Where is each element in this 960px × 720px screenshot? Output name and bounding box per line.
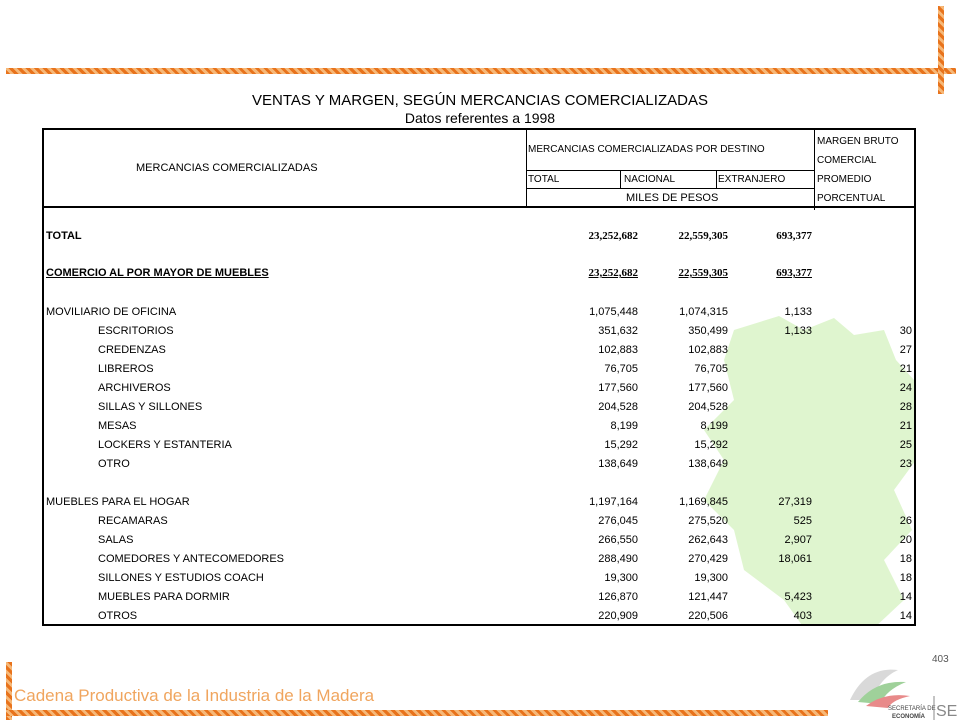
row-margen: 30 [899, 325, 912, 337]
table-row [44, 265, 914, 284]
row-label: ARCHIVEROS [98, 382, 171, 394]
logo-line-2: ECONOMÍA [892, 714, 925, 720]
table-row [44, 551, 914, 570]
logo-line-1: SECRETARÍA DE [888, 706, 936, 712]
row-extranjero: 525 [793, 515, 812, 527]
row-margen: 27 [899, 344, 912, 356]
header-mercancias: MERCANCIAS COMERCIALIZADAS [136, 162, 318, 174]
row-nacional: 19,300 [694, 572, 728, 584]
header-line-1 [526, 170, 814, 171]
row-margen: 28 [899, 401, 912, 413]
page-number: 403 [932, 654, 949, 665]
row-margen: 14 [899, 591, 912, 603]
footer-title: Cadena Productiva de la Industria de la Madera [14, 686, 375, 705]
row-total: 23,252,682 [588, 267, 638, 279]
row-label: MOVILIARIO DE OFICINA [46, 306, 177, 318]
header-margen-2: COMERCIAL [817, 155, 877, 166]
header-extranjero: EXTRANJERO [718, 174, 786, 185]
row-margen: 23 [899, 458, 912, 470]
bottom-decorative-bar [6, 710, 828, 716]
logo-mark: SE [936, 703, 958, 720]
table-row [44, 228, 914, 247]
table-row [44, 380, 914, 399]
table-row [44, 513, 914, 532]
row-total: 266,550 [598, 534, 638, 546]
row-extranjero: 18,061 [778, 553, 812, 565]
row-label: TOTAL [46, 230, 82, 242]
table-row [44, 342, 914, 361]
row-label: MUEBLES PARA DORMIR [98, 591, 230, 603]
row-nacional: 262,643 [688, 534, 728, 546]
row-nacional: 138,649 [688, 458, 728, 470]
row-margen: 20 [899, 534, 912, 546]
row-nacional: 8,199 [700, 420, 728, 432]
row-total: 288,490 [598, 553, 638, 565]
row-total: 15,292 [604, 439, 638, 451]
row-margen: 21 [899, 363, 912, 375]
row-label: MUEBLES PARA EL HOGAR [46, 496, 190, 508]
header-divider-4 [814, 130, 815, 210]
row-nacional: 22,559,305 [678, 267, 728, 279]
row-margen: 14 [899, 610, 912, 622]
row-margen: 18 [899, 553, 912, 565]
row-margen: 26 [899, 515, 912, 527]
page-title: VENTAS Y MARGEN, SEGÚN MERCANCIAS COMERCIALIZADAS [252, 92, 708, 109]
row-margen: 21 [899, 420, 912, 432]
row-extranjero: 1,133 [784, 325, 812, 337]
header-margen-4: PORCENTUAL [817, 193, 886, 204]
row-nacional: 350,499 [688, 325, 728, 337]
row-margen: 18 [899, 572, 912, 584]
table-row [44, 456, 914, 475]
page-subtitle: Datos referentes a 1998 [404, 110, 556, 126]
table-row [44, 361, 914, 380]
header-por-destino: MERCANCIAS COMERCIALIZADAS POR DESTINO [528, 144, 765, 155]
row-extranjero: 403 [793, 610, 812, 622]
table-row [44, 323, 914, 342]
row-nacional: 270,429 [688, 553, 728, 565]
table-row [44, 437, 914, 456]
row-total: 276,045 [598, 515, 638, 527]
table-row [44, 608, 914, 626]
row-label: OTRO [98, 458, 130, 470]
row-total: 351,632 [598, 325, 638, 337]
row-total: 23,252,682 [588, 230, 638, 242]
row-extranjero: 2,907 [784, 534, 812, 546]
row-label: RECAMARAS [98, 515, 168, 527]
header-divider-2 [620, 170, 621, 188]
row-extranjero: 5,423 [784, 591, 812, 603]
row-label: CREDENZAS [98, 344, 166, 356]
row-margen: 24 [899, 382, 912, 394]
row-nacional: 1,169,845 [679, 496, 728, 508]
row-total: 138,649 [598, 458, 638, 470]
header-miles-de-pesos: MILES DE PESOS [626, 192, 719, 204]
row-nacional: 15,292 [694, 439, 728, 451]
table-row [44, 494, 914, 513]
row-total: 8,199 [610, 420, 638, 432]
header-divider-1 [526, 130, 527, 206]
row-total: 204,528 [598, 401, 638, 413]
row-nacional: 177,560 [688, 382, 728, 394]
row-nacional: 76,705 [694, 363, 728, 375]
row-nacional: 22,559,305 [678, 230, 728, 242]
header-total: TOTAL [528, 174, 560, 185]
row-total: 1,197,164 [589, 496, 638, 508]
row-total: 177,560 [598, 382, 638, 394]
row-total: 102,883 [598, 344, 638, 356]
table-row [44, 532, 914, 551]
row-label: SILLONES Y ESTUDIOS COACH [98, 572, 264, 584]
row-margen: 25 [899, 439, 912, 451]
row-label: COMEDORES Y ANTECOMEDORES [98, 553, 285, 565]
row-nacional: 275,520 [688, 515, 728, 527]
table-row [44, 399, 914, 418]
row-label: OTROS [98, 610, 138, 622]
row-nacional: 204,528 [688, 401, 728, 413]
row-nacional: 1,074,315 [679, 306, 728, 318]
row-extranjero: 693,377 [776, 230, 812, 242]
row-nacional: 220,506 [688, 610, 728, 622]
top-right-decorative-bar [938, 6, 944, 94]
header-margen-1: MARGEN BRUTO [817, 136, 899, 147]
secretaria-economia-logo [836, 656, 958, 720]
row-total: 76,705 [604, 363, 638, 375]
table-row [44, 304, 914, 323]
header-nacional: NACIONAL [624, 174, 676, 185]
row-label: ESCRITORIOS [98, 325, 174, 337]
row-total: 1,075,448 [589, 306, 638, 318]
row-label: SILLAS Y SILLONES [98, 401, 203, 413]
row-extranjero: 1,133 [784, 306, 812, 318]
row-extranjero: 693,377 [776, 267, 812, 279]
row-label: LIBREROS [98, 363, 154, 375]
header-line-2 [526, 188, 814, 189]
sales-table [42, 128, 916, 626]
row-total: 19,300 [604, 572, 638, 584]
header-bottom-line [44, 206, 916, 208]
table-row [44, 570, 914, 589]
row-nacional: 121,447 [688, 591, 728, 603]
row-label: SALAS [98, 534, 134, 546]
row-label: LOCKERS Y ESTANTERIA [98, 439, 232, 451]
row-nacional: 102,883 [688, 344, 728, 356]
top-decorative-bar [6, 68, 956, 74]
header-divider-3 [716, 170, 717, 188]
row-total: 126,870 [598, 591, 638, 603]
row-total: 220,909 [598, 610, 638, 622]
header-margen-3: PROMEDIO [817, 174, 872, 185]
row-label: COMERCIO AL POR MAYOR DE MUEBLES [46, 267, 269, 279]
table-row [44, 418, 914, 437]
row-extranjero: 27,319 [778, 496, 812, 508]
table-row [44, 589, 914, 608]
row-label: MESAS [98, 420, 137, 432]
